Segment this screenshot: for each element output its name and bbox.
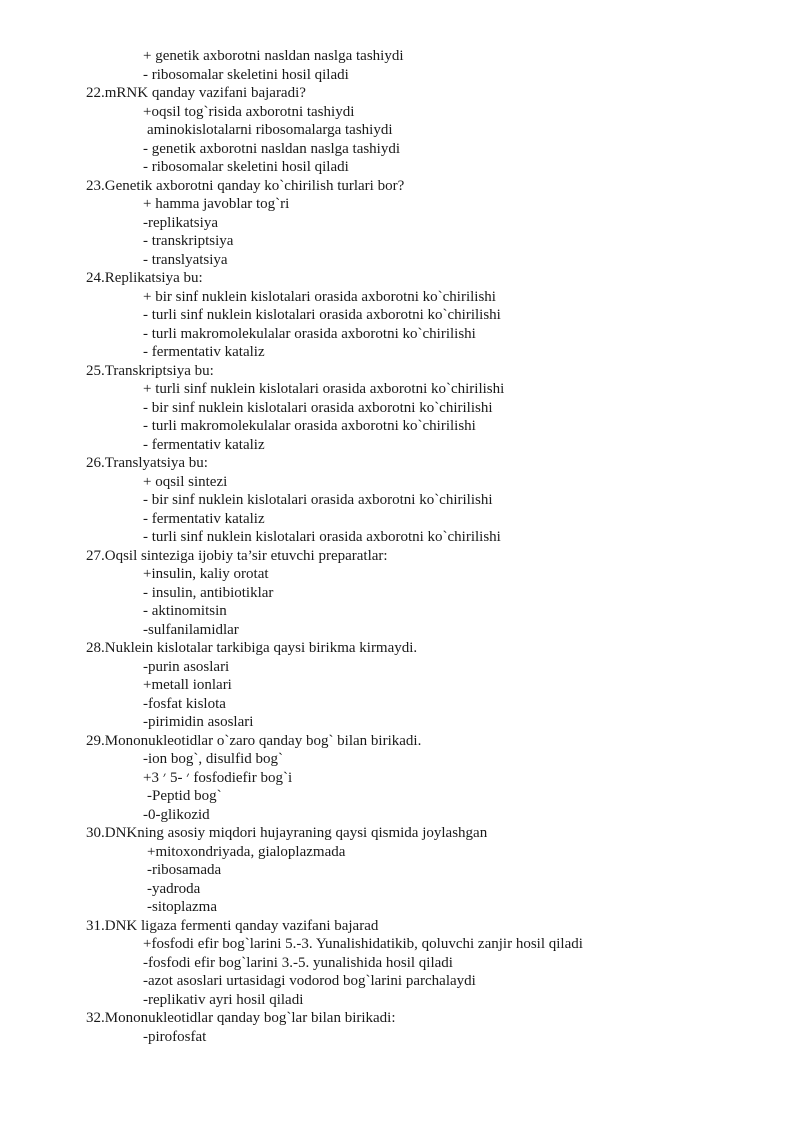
- answer-option-line: +mitoxondriyada, gialoplazmada: [147, 843, 346, 860]
- answer-option-line: aminokislotalarni ribosomalarga tashiydi: [147, 122, 393, 138]
- answer-option-line: + bir sinf nuklein kislotalari orasida axborotni ko`chirilishi: [143, 288, 496, 305]
- answer-option-line: -sitoplazma: [147, 899, 217, 915]
- answer-option-line: - fermentativ kataliz: [143, 344, 265, 360]
- answer-option-line: + turli sinf nuklein kislotalari orasida axborotni ko`chirilishi: [143, 381, 505, 397]
- answer-option-line: - ribosomalar skeletini hosil qiladi: [143, 66, 349, 83]
- answer-option-line: -replikatsiya: [143, 214, 218, 231]
- question-line: 28.Nuklein kislotalar tarkibiga qaysi birikma kirmaydi.: [86, 640, 418, 656]
- answer-option-line: - turli makromolekulalar orasida axborotni ko`chirilishi: [143, 418, 476, 434]
- answer-option-line: -ribosamada: [147, 862, 222, 878]
- answer-option-line: - ribosomalar skeletini hosil qiladi: [143, 159, 349, 175]
- answer-option-line: -0-glikozid: [143, 806, 210, 823]
- answer-option-line: -Peptid bog`: [147, 788, 222, 804]
- answer-option-line: -pirimidin asoslari: [143, 714, 254, 730]
- answer-option-line: -pirofosfat: [143, 1028, 207, 1045]
- answer-option-line: +oqsil tog`risida axborotni tashiydi: [143, 103, 355, 120]
- answer-option-line: -fosfodi efir bog`larini 3.-5. yunalishida hosil qiladi: [143, 954, 453, 971]
- question-line: 29.Mononukleotidlar o`zaro qanday bog` bilan birikadi.: [86, 732, 422, 749]
- answer-option-line: -fosfat kislota: [143, 695, 226, 712]
- document-body: [0, 47, 800, 1046]
- answer-option-line: -ion bog`, disulfid bog`: [143, 751, 283, 767]
- question-line: 25.Transkriptsiya bu:: [86, 362, 214, 379]
- answer-option-line: - bir sinf nuklein kislotalari orasida axborotni ko`chirilishi: [143, 399, 493, 416]
- answer-option-line: - fermentativ kataliz: [143, 436, 265, 453]
- answer-option-line: + genetik axborotni nasldan naslga tashiydi: [143, 48, 404, 64]
- answer-option-line: -azot asoslari urtasidagi vodorod bog`larini parchalaydi: [143, 973, 476, 989]
- question-line: 30.DNKning asosiy miqdori hujayraning qaysi qismida joylashgan: [86, 825, 488, 841]
- answer-option-line: - translyatsiya: [143, 251, 228, 268]
- answer-option-line: - bir sinf nuklein kislotalari orasida axborotni ko`chirilishi: [143, 492, 493, 508]
- question-line: 24.Replikatsiya bu:: [86, 270, 203, 286]
- answer-option-line: +insulin, kaliy orotat: [143, 566, 269, 582]
- question-line: 32.Mononukleotidlar qanday bog`lar bilan birikadi:: [86, 1010, 396, 1026]
- question-line: 26.Translyatsiya bu:: [86, 455, 208, 471]
- question-line: 22.mRNK qanday vazifani bajaradi?: [86, 85, 306, 101]
- answer-option-line: - genetik axborotni nasldan naslga tashiydi: [143, 140, 401, 157]
- answer-option-line: - fermentativ kataliz: [143, 510, 265, 527]
- answer-option-line: -replikativ ayri hosil qiladi: [143, 991, 304, 1008]
- answer-option-line: +fosfodi efir bog`larini 5.-3. Yunalishidatikib, qoluvchi zanjir hosil qiladi: [143, 936, 583, 952]
- answer-option-line: +metall ionlari: [143, 677, 232, 693]
- answer-option-line: - turli sinf nuklein kislotalari orasida axborotni ko`chirilishi: [143, 529, 501, 545]
- answer-option-line: -sulfanilamidlar: [143, 621, 239, 638]
- question-line: 23.Genetik axborotni qanday ko`chirilish turlari bor?: [86, 177, 405, 194]
- question-line: 27.Oqsil sinteziga ijobiy ta’sir etuvchi preparatlar:: [86, 547, 388, 564]
- answer-option-line: -yadroda: [147, 880, 201, 897]
- answer-option-line: - transkriptsiya: [143, 233, 234, 249]
- answer-option-line: +3 ׳ -5 ׳ fosfodiefir bog`i: [143, 769, 293, 786]
- answer-option-line: - aktinomitsin: [143, 603, 227, 619]
- answer-option-line: - insulin, antibiotiklar: [143, 584, 274, 601]
- answer-option-line: + hamma javoblar tog`ri: [143, 196, 290, 212]
- answer-option-line: - turli sinf nuklein kislotalari orasida axborotni ko`chirilishi: [143, 307, 501, 323]
- question-line: 31.DNK ligaza fermenti qanday vazifani bajarad: [86, 917, 379, 934]
- answer-option-line: - turli makromolekulalar orasida axborotni ko`chirilishi: [143, 325, 476, 342]
- answer-option-line: + oqsil sintezi: [143, 473, 228, 490]
- answer-option-line: -purin asoslari: [143, 658, 230, 675]
